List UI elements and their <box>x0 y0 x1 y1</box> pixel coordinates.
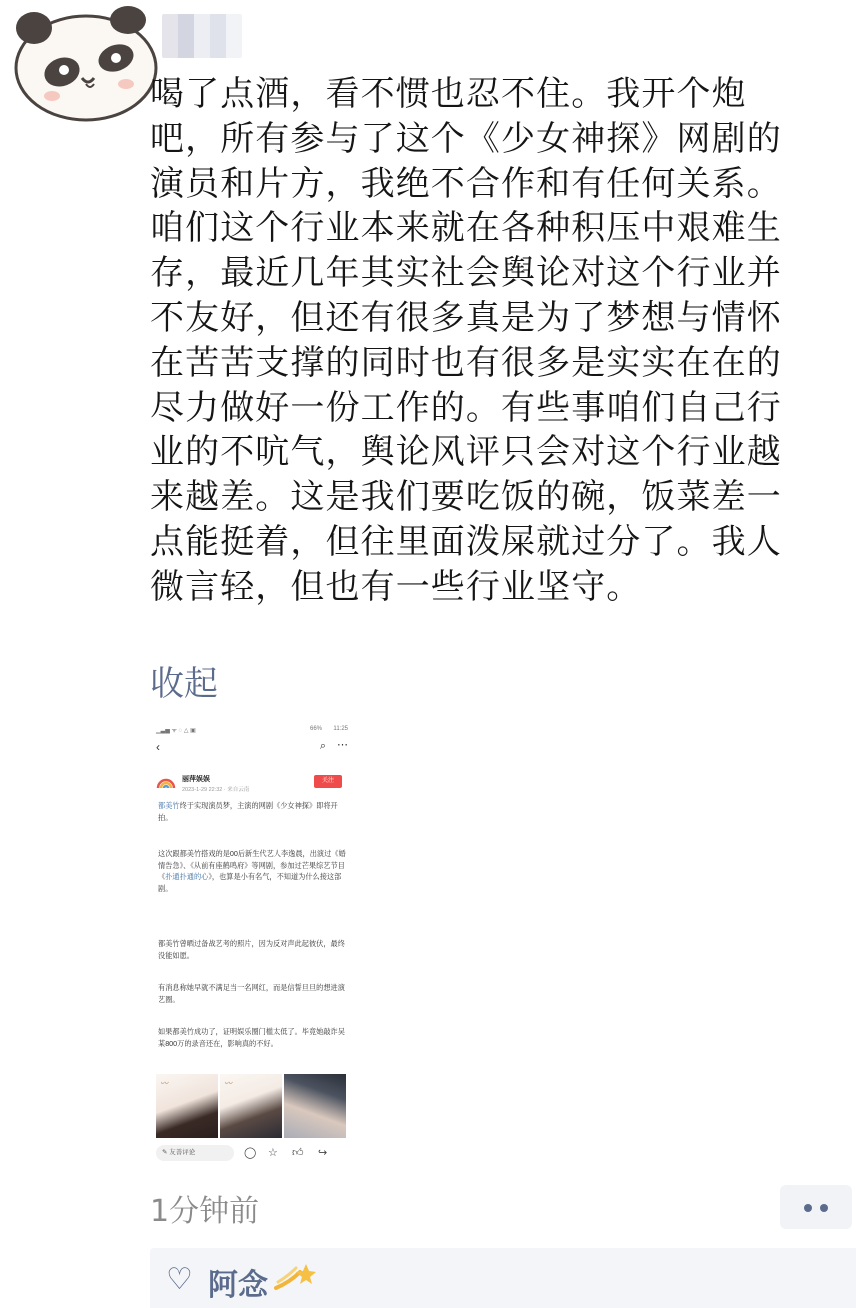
shot-paragraph: 如果都美竹成功了，证明娱乐圈门槛太低了。毕竟她敲诈吴某800万的录音还在，影响真的不好。 <box>158 1027 345 1048</box>
shot-link: 都美竹 <box>158 801 180 810</box>
shot-photo <box>220 1074 282 1138</box>
more-dot-icon <box>804 1204 812 1212</box>
post-body: 喝了点酒，看不惯也忍不住。我开个炮 吧，所有参与了这个《少女神探》网剧的 演员和片方，我绝不合作和有任何关系。 咱们这个行业本来就在各种积压中艰难生 存，最近几年其实社会舆论对这个行业并 不友好，但还有很多真是为了梦想与情怀 在苦苦支撑的同时也有很多是实实在在的 尽力做好一份工作的。有些事咱们自己行 业的不吭气，舆论风评只会对这个行业越 来越差。这是我们要吃饭的碗，饭菜差一 点能挺着，但往里面泼屎就过分了。我人 微言轻，但也有一些行业坚守。 <box>150 74 782 607</box>
pen-icon: ✎ <box>162 1149 170 1156</box>
panda-avatar-icon <box>12 6 160 124</box>
poster-calligraphy-icon: 〰 <box>224 1079 232 1088</box>
embedded-screenshot[interactable] <box>150 720 354 1170</box>
comment-icon: ◯ <box>244 1147 257 1159</box>
shot-action-bar <box>156 1144 348 1162</box>
shot-text: 终于实现演员梦，主演的网剧《少女神探》即将开拍。 <box>158 801 338 822</box>
shot-text: 》，也算是小有名气，不知道为什么接这部剧。 <box>158 872 342 893</box>
poster-calligraphy-icon: 〰 <box>160 1079 168 1088</box>
shot-paragraph <box>158 800 348 823</box>
shot-comment-placeholder: 友善评论 <box>169 1149 196 1156</box>
shot-author: 丽萍娱娱 <box>182 776 210 783</box>
likes-section <box>150 1248 856 1308</box>
status-time: 11:25 <box>333 726 348 732</box>
rainbow-logo-icon <box>156 772 176 792</box>
post-timestamp: 1分钟前 <box>150 1194 260 1229</box>
thumb-up-icon: 👍︎ <box>292 1147 304 1159</box>
shot-paragraph: 都美竹曾晒过备战艺考的照片，因为反对声此起彼伏，最终没能如愿。 <box>158 939 345 960</box>
signal-icon: ▁▃▅ ᯤ ◌ △ ▣ <box>156 728 196 734</box>
heart-outline-icon: ♡ <box>166 1262 193 1297</box>
liker-name[interactable]: 阿念 <box>208 1268 268 1303</box>
shot-follow-button: 关注 <box>314 775 342 788</box>
share-icon: ↪ <box>318 1147 328 1159</box>
star-icon: ☆ <box>268 1147 278 1159</box>
more-actions-button[interactable] <box>780 1185 852 1229</box>
shot-photo <box>156 1074 218 1138</box>
collapse-link[interactable]: 收起 <box>150 664 218 704</box>
shot-link: 扑通扑通的心 <box>165 872 209 882</box>
shot-text: 这次跟都美竹搭戏的是00后新生代艺人李逸晨，出演过《婚情告急》、《从前有座鹤鸣府》等网剧，参加过芒果综艺节目《 <box>158 849 346 882</box>
shooting-star-emoji-icon <box>274 1262 316 1292</box>
shot-photo <box>284 1074 346 1138</box>
more-icon: ⋯ <box>337 739 348 751</box>
back-icon: ‹ <box>156 740 160 754</box>
search-icon: ⌕ <box>319 740 326 752</box>
status-bar <box>156 726 348 736</box>
shot-nav-bar <box>156 739 348 756</box>
battery-level: 66% <box>309 726 322 732</box>
avatar[interactable] <box>12 6 160 124</box>
shot-comment-box <box>156 1145 234 1161</box>
more-dot-icon <box>820 1204 828 1212</box>
shot-date: 2023-1-29 22:32 · 来自云南 <box>182 787 250 793</box>
username-blurred[interactable] <box>162 14 242 58</box>
shot-paragraph: 有消息称她早就不满足当一名网红，而是信誓旦旦的想进演艺圈。 <box>158 983 345 1004</box>
shot-paragraph <box>158 848 348 894</box>
